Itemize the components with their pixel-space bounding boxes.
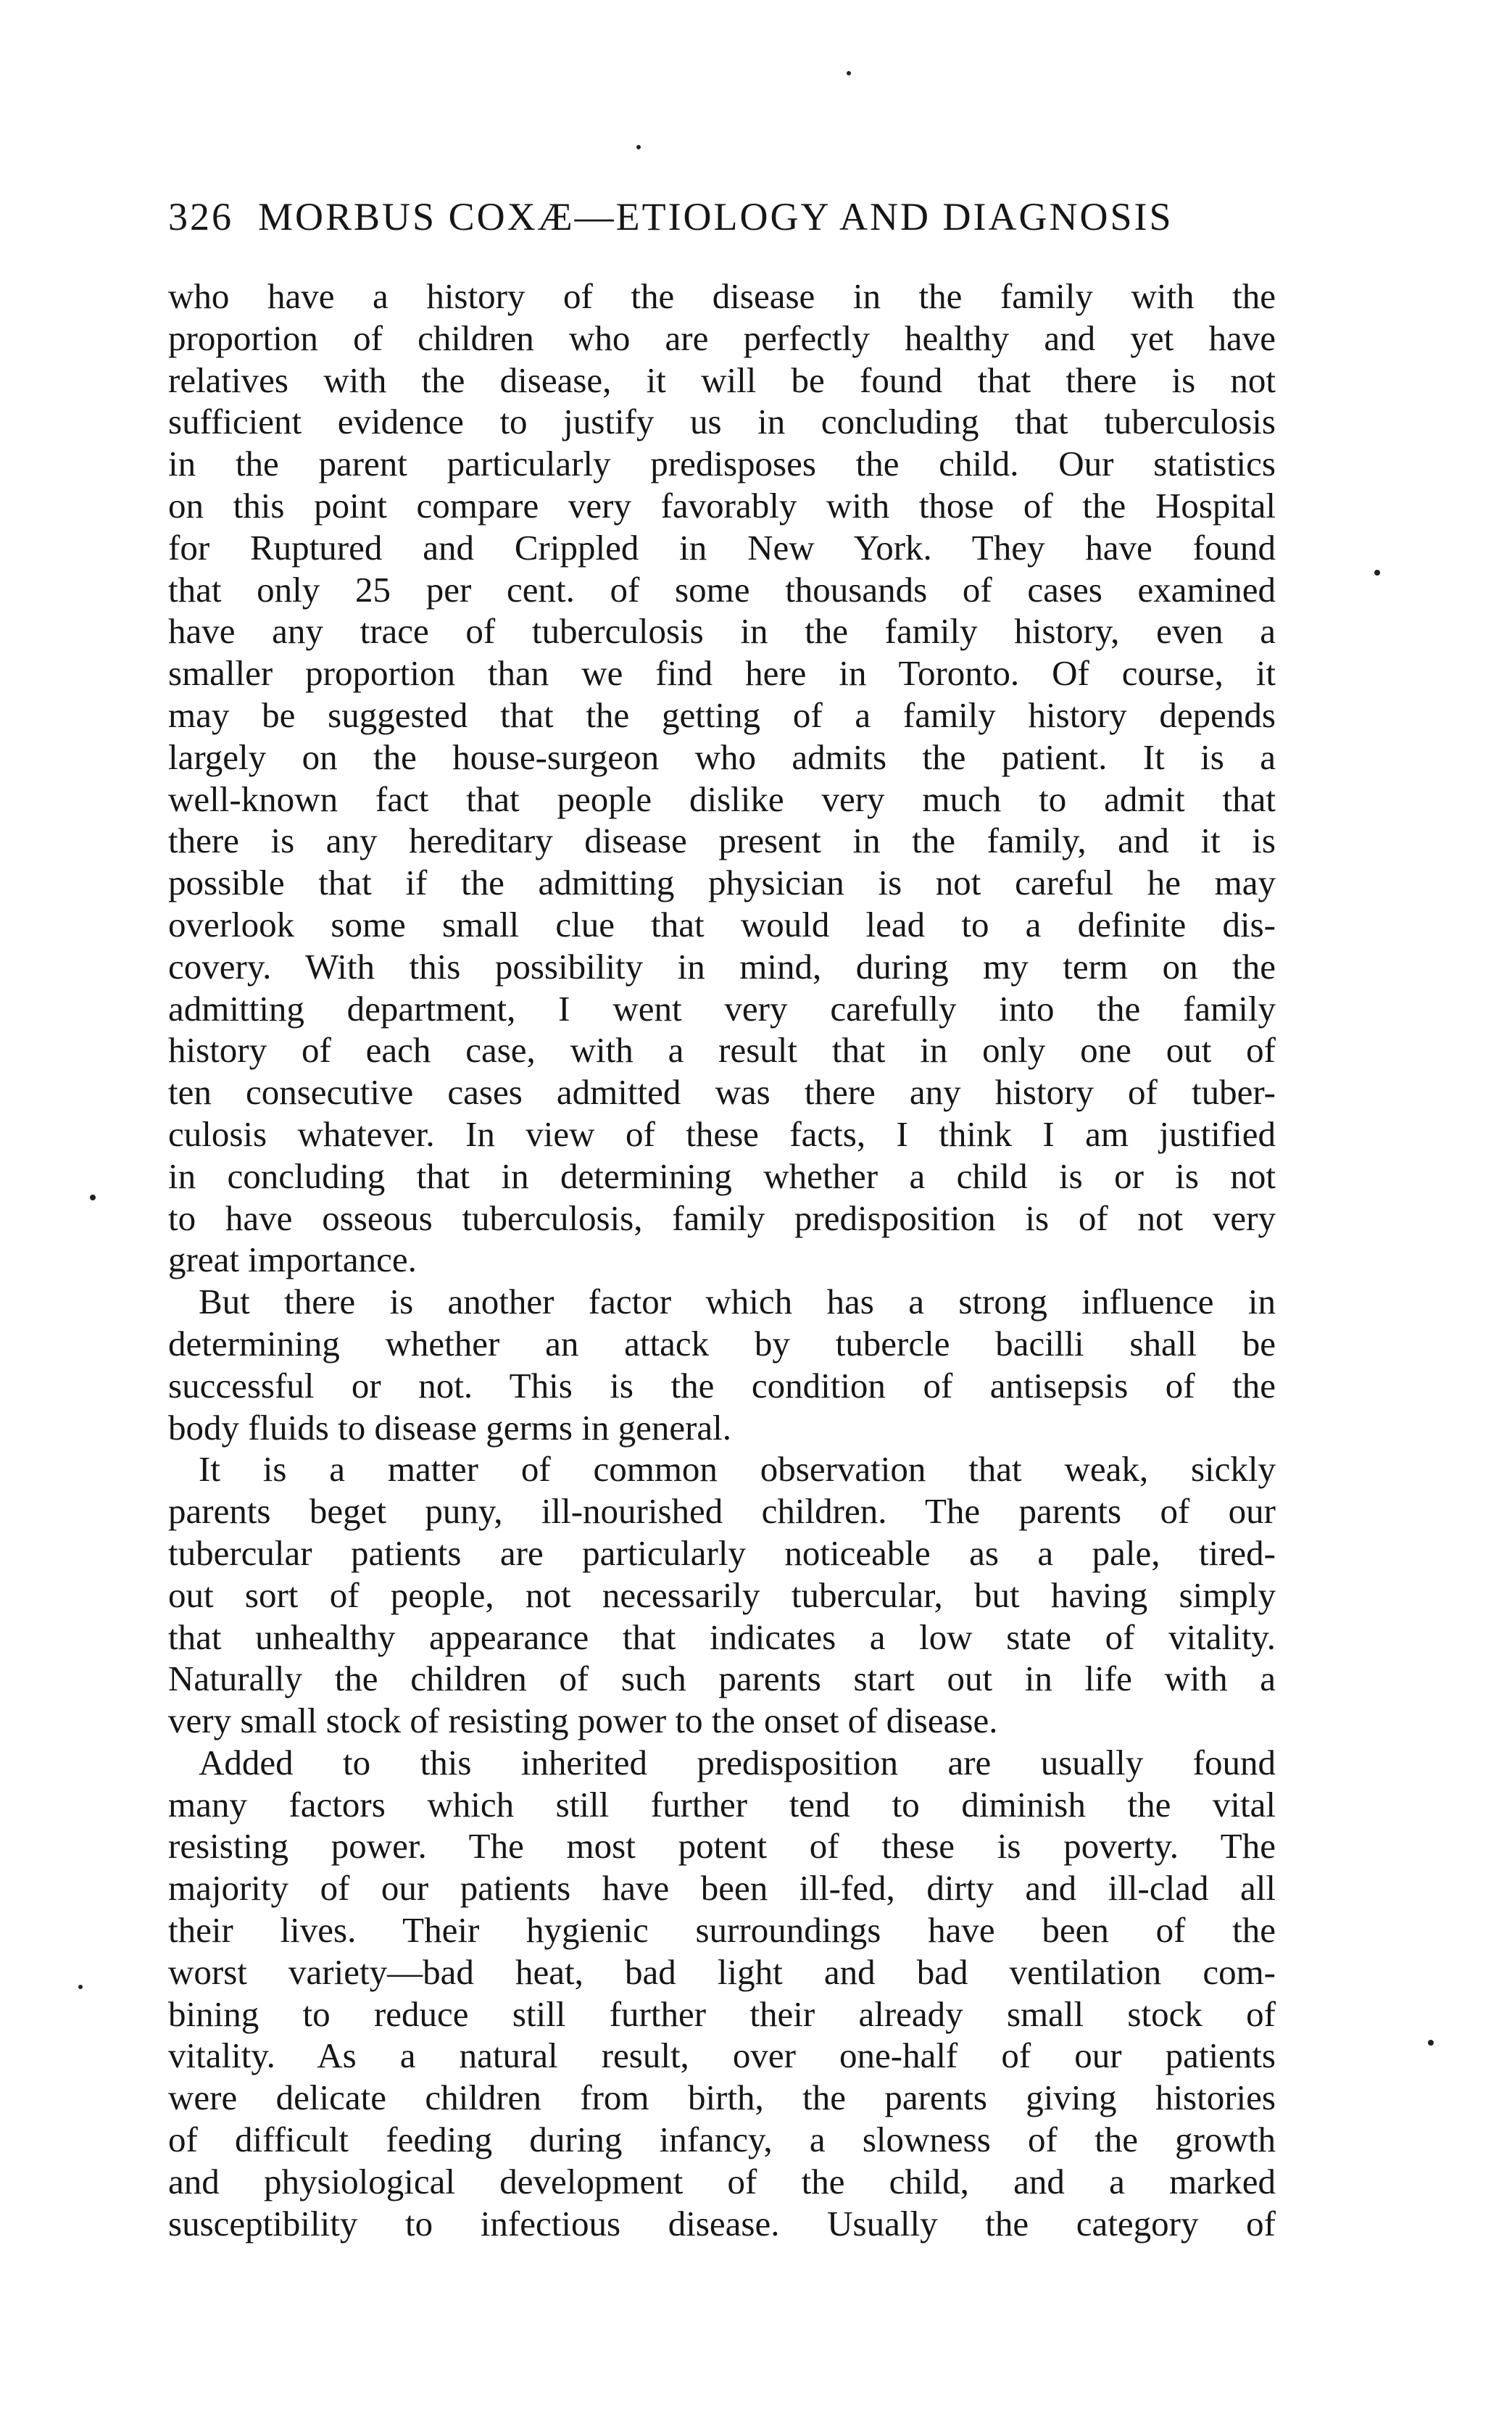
text-line: there is any hereditary disease present in the family, and it is [168, 821, 1276, 861]
text-line-paragraph-start: Added to this inherited predisposition are usually found [199, 1742, 1276, 1782]
text-line: susceptibility to infectious disease. Usually the category of [168, 2203, 1276, 2244]
text-line: relatives with the disease, it will be found that there is not [168, 360, 1276, 400]
text-line: many factors which still further tend to diminish the vital [168, 1784, 1276, 1825]
scan-speck [1374, 570, 1380, 576]
text-line: covery. With this possibility in mind, during my term on the [168, 946, 1276, 987]
text-line: proportion of children who are perfectly healthy and yet have [168, 317, 1276, 358]
text-line: in concluding that in determining whether a child is or is not [168, 1155, 1276, 1196]
scan-speck [78, 1985, 83, 1989]
page-number: 326 [168, 195, 233, 238]
text-line: resisting power. The most potent of these is poverty. The [168, 1826, 1276, 1867]
text-line-paragraph-start: But there is another factor which has a strong influence in [199, 1282, 1276, 1322]
text-line: may be suggested that the getting of a family history depends [168, 694, 1276, 735]
scan-speck [636, 145, 641, 149]
text-line: and physiological development of the child, and a marked [168, 2161, 1276, 2201]
text-line: culosis whatever. In view of these facts, I think I am justified [168, 1113, 1276, 1154]
text-line: that only 25 per cent. of some thousands of cases examined [168, 569, 1276, 610]
text-line: for Ruptured and Crippled in New York. They have found [168, 527, 1276, 568]
text-line: sufficient evidence to justify us in concluding that tuberculosis [168, 402, 1276, 442]
text-line: ten consecutive cases admitted was there any history of tuber- [168, 1072, 1276, 1113]
scan-speck [847, 71, 851, 75]
text-line: who have a history of the disease in the family with the [168, 276, 1276, 316]
text-line-paragraph-end: great importance. [168, 1240, 417, 1280]
text-line-paragraph-end: body fluids to disease germs in general. [168, 1407, 732, 1448]
scan-speck [90, 1195, 96, 1200]
text-line: majority of our patients have been ill-fed, dirty and ill-clad all [168, 1868, 1276, 1909]
scan-speck [1428, 2040, 1434, 2046]
text-line: were delicate children from birth, the parents giving histories [168, 2078, 1276, 2118]
text-line: admitting department, I went very carefully into the family [168, 988, 1276, 1029]
text-line: of difficult feeding during infancy, a slowness of the growth [168, 2120, 1276, 2160]
text-line: determining whether an attack by tubercle bacilli shall be [168, 1323, 1276, 1364]
text-line: worst variety—bad heat, bad light and bad ventilation com- [168, 1951, 1276, 1992]
text-line: their lives. Their hygienic surroundings have been of the [168, 1910, 1276, 1951]
text-line: parents beget puny, ill-nourished children. The parents of our [168, 1491, 1276, 1532]
text-line: tubercular patients are particularly noticeable as a pale, tired- [168, 1532, 1276, 1573]
text-line: Naturally the children of such parents start out in life with a [168, 1659, 1276, 1699]
body-text [168, 275, 1276, 2244]
text-line: in the parent particularly predisposes the child. Our statistics [168, 444, 1276, 484]
text-line-paragraph-start: It is a matter of common observation that weak, sickly [199, 1449, 1276, 1490]
text-line: largely on the house-surgeon who admits the patient. It is a [168, 736, 1276, 777]
text-line-paragraph-end: very small stock of resisting power to the onset of disease. [168, 1701, 998, 1741]
text-line: history of each case, with a result that in only one out of [168, 1030, 1276, 1071]
text-line: well-known fact that people dislike very much to admit that [168, 779, 1276, 819]
text-line: out sort of people, not necessarily tubercular, but having simply [168, 1574, 1276, 1615]
text-line: successful or not. This is the condition of antisepsis of the [168, 1365, 1276, 1406]
text-line: vitality. As a natural result, over one-half of our patients [168, 2035, 1276, 2076]
text-line: on this point compare very favorably with those of the Hospital [168, 485, 1276, 526]
text-line: have any trace of tuberculosis in the family history, even a [168, 611, 1276, 652]
text-line: smaller proportion than we find here in Toronto. Of course, it [168, 653, 1276, 694]
text-line: that unhealthy appearance that indicates a low state of vitality. [168, 1616, 1276, 1657]
running-head: MORBUS COXÆ—ETIOLOGY AND DIAGNOSIS [258, 195, 1174, 238]
text-line: to have osseous tuberculosis, family predisposition is of not very [168, 1198, 1276, 1238]
text-line: possible that if the admitting physician is not careful he may [168, 863, 1276, 903]
page-header [168, 194, 1284, 239]
text-line: overlook some small clue that would lead to a definite dis- [168, 904, 1276, 945]
text-line: bining to reduce still further their already small stock of [168, 1993, 1276, 2034]
